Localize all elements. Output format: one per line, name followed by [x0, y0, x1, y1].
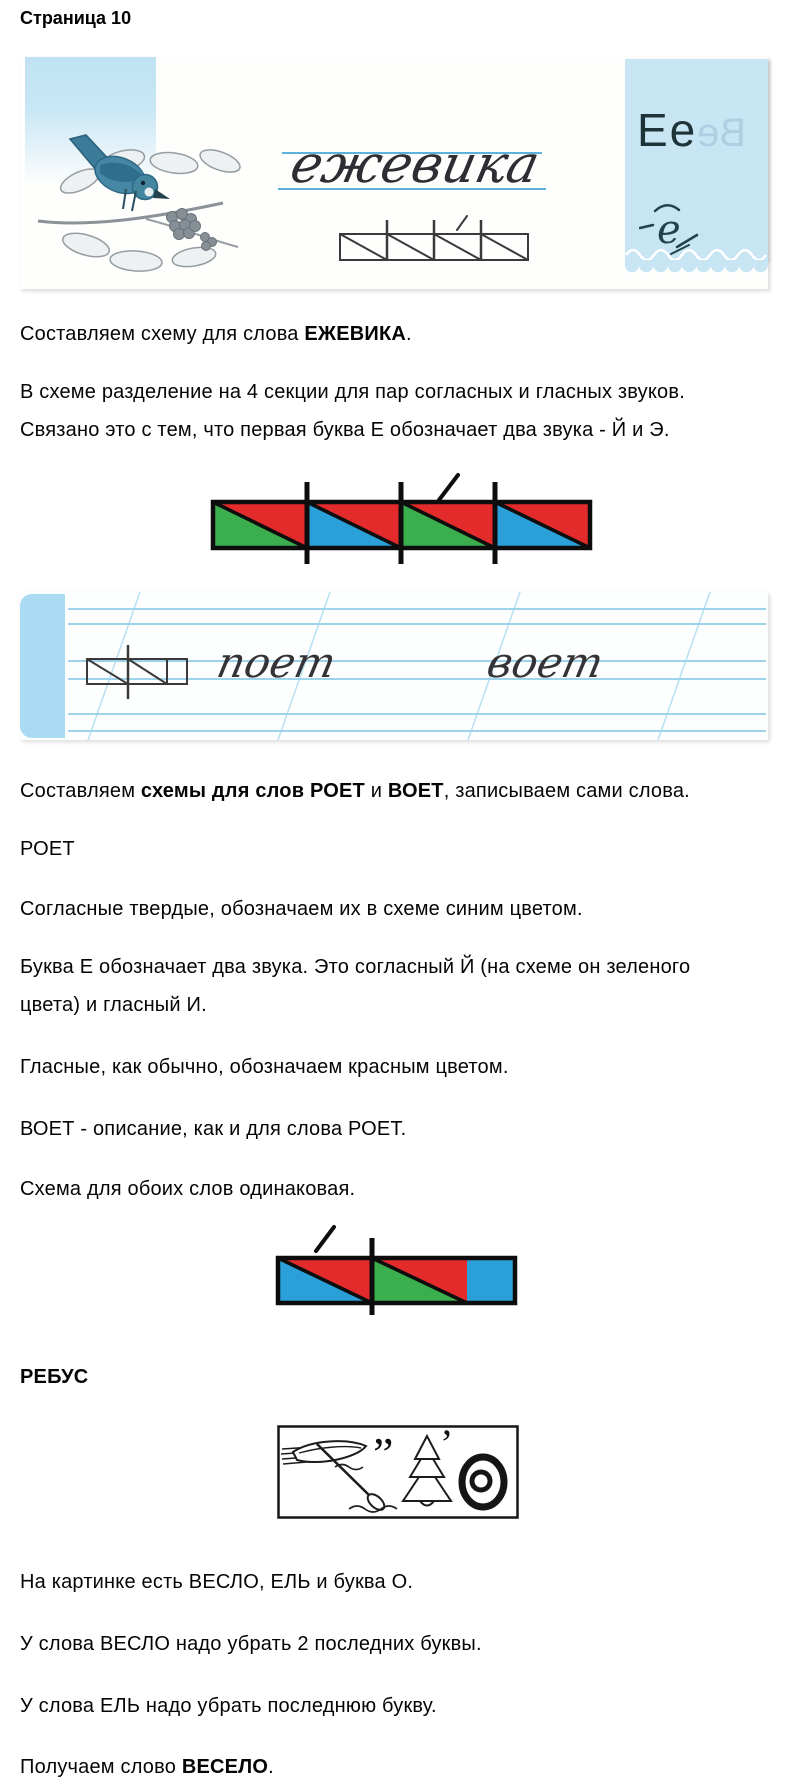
notebook-line: [68, 730, 766, 732]
text-segment-bold: схемы для слов РОЕТ: [140, 780, 365, 802]
text-segment: Составляем: [20, 780, 141, 802]
paragraph-voet-same: ВОЕТ - описание, как и для слова РОЕТ.: [20, 1118, 407, 1140]
notebook-line: [68, 713, 766, 715]
text-segment: .: [268, 1756, 274, 1778]
leaves: [57, 145, 243, 272]
svg-text:е: е: [657, 207, 681, 253]
paragraph-make-schemes: [20, 772, 782, 810]
text-line: В схеме разделение на 4 секции для пар согласных и гласных звуков.: [20, 381, 685, 403]
cursive-word-ezhevika: ежевика: [285, 135, 545, 195]
notebook-margin-bar: [20, 594, 65, 738]
paragraph-vowels-red: Гласные, как обычно, обозначаем красным цветом.: [20, 1056, 509, 1078]
text-segment: Получаем слово: [20, 1756, 182, 1778]
text-segment-bold: ЕЖЕВИКА: [304, 323, 406, 345]
rebus-remove-two-letters-commas: ”: [373, 1428, 394, 1479]
textbook-image-ezhevika: [20, 57, 768, 289]
letter-card-ghost-text: Ве: [697, 111, 746, 155]
text-line: Буква Е обозначает два звука. Это согласный Й (на схеме он зеленого: [20, 956, 691, 978]
paragraph-el-remove: У слова ЕЛЬ надо убрать последнюю букву.: [20, 1695, 437, 1717]
letter-card-print-text: Ее: [637, 104, 698, 156]
text-line: цвета) и гласный И.: [20, 994, 207, 1016]
sound-scheme-ezhevika: [191, 472, 611, 572]
paragraph-consonants-blue: Согласные твердые, обозначаем их в схеме синим цветом.: [20, 898, 583, 920]
paragraph-letter-e-two-sounds: [20, 948, 782, 1024]
card-scallop-bumps: [625, 260, 768, 276]
notebook-line: [68, 623, 766, 625]
sound-scheme-poet-voet: [258, 1215, 538, 1320]
text-segment-bold: ВОЕТ: [387, 780, 444, 802]
text-segment-bold: ВЕСЕЛО: [181, 1756, 269, 1778]
paragraph-result: [20, 1748, 782, 1785]
textbook-image-poet-voet: [20, 592, 768, 740]
letter-card-e: [625, 59, 768, 262]
page-title: Страница 10: [20, 8, 132, 28]
text-segment: , записываем сами слова.: [443, 780, 690, 802]
text-segment: и: [364, 780, 388, 802]
notebook-line: [68, 608, 766, 610]
outline-scheme-ezhevika: [336, 212, 536, 268]
paragraph-scheme-identical: Схема для обоих слов одинаковая.: [20, 1178, 356, 1200]
cursive-word-voet: воет: [482, 638, 608, 687]
bird-on-blackberry-illustration: [28, 115, 268, 285]
cursive-word-poet: поет: [212, 638, 341, 687]
outline-scheme-poet: [80, 637, 220, 707]
paragraph-roet-head: РОЕТ: [20, 838, 75, 860]
rebus-picture: [277, 1425, 519, 1519]
rebus-heading: РЕБУС: [20, 1366, 89, 1388]
text-segment: Составляем схему для слова: [20, 323, 305, 345]
paragraph-rebus-items: На картинке есть ВЕСЛО, ЕЛЬ и буква О.: [20, 1571, 414, 1593]
text-segment: .: [406, 323, 412, 345]
text-line: Связано это с тем, что первая буква Е обозначает два звука - Й и Э.: [20, 419, 670, 441]
paragraph-make-scheme: [20, 315, 782, 353]
rebus-remove-one-letter-comma: ’: [440, 1425, 454, 1466]
blackberry-cluster: [167, 209, 217, 251]
paragraph-four-sections: [20, 373, 782, 449]
paragraph-veslo-remove: У слова ВЕСЛО надо убрать 2 последних буквы.: [20, 1633, 482, 1655]
